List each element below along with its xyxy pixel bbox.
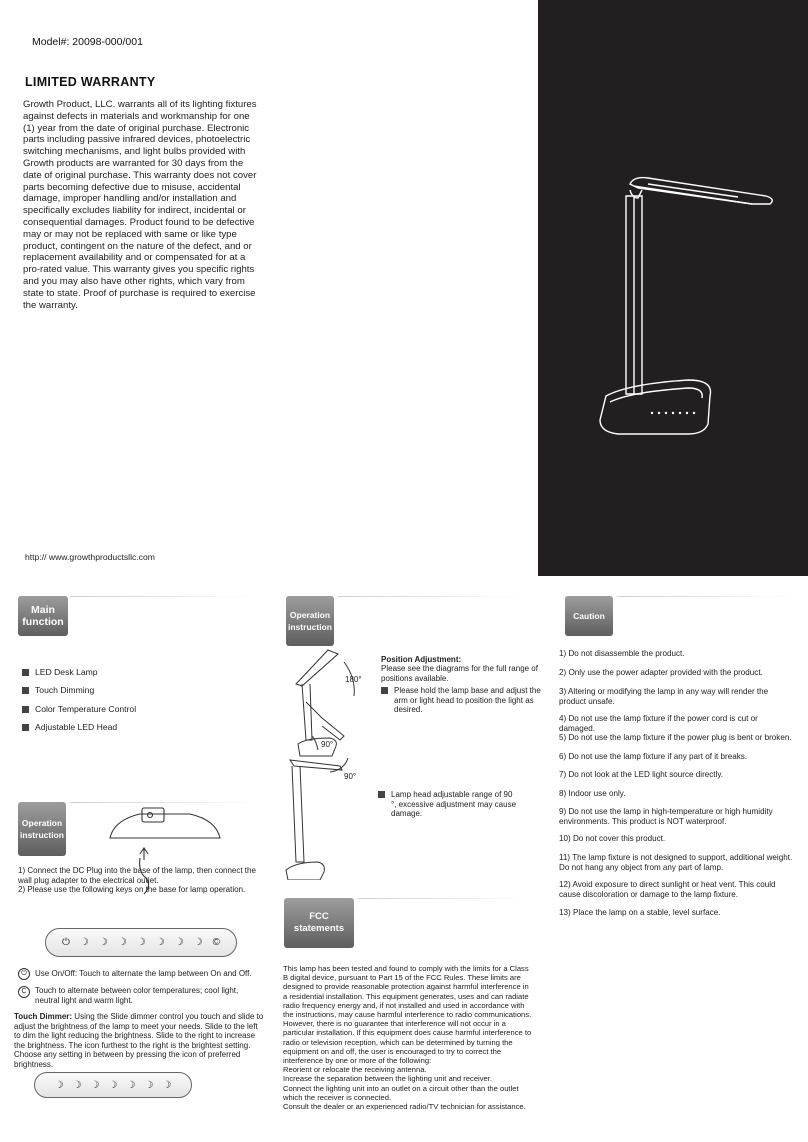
onoff-instruction (18, 968, 268, 980)
dimmer-icon[interactable]: ☽ (79, 937, 89, 948)
connection-steps: 1) Connect the DC Plug into the base of the lamp, then connect the wall plug adapter to the electrical outlet. 2) Please use the following keys on the base for lamp operation. (18, 866, 256, 895)
angle-label: 180° (345, 675, 362, 684)
feature-label: Color Temperature Control (35, 704, 137, 714)
main-function-header: Main function (18, 596, 68, 636)
lamp-position-diagrams (282, 640, 382, 880)
dimmer-icon[interactable]: ☽ (98, 937, 108, 948)
dimmer-slider[interactable] (34, 1072, 192, 1098)
section-divider (358, 898, 528, 899)
dimmer-icon[interactable]: ☽ (162, 1079, 172, 1091)
color-temp-text: Touch to alternate between color temperatures; cool light, neutral light and warm light. (35, 986, 239, 1005)
dimmer-icon[interactable]: ☽ (108, 1079, 118, 1091)
base-dot (665, 412, 667, 414)
bullet-square-icon (381, 687, 388, 694)
color-temp-icon: C (18, 986, 30, 998)
caution-header: Caution (565, 596, 613, 636)
dimmer-label: Touch Dimmer: (14, 1012, 73, 1021)
fcc-text: This lamp has been tested and found to comply with the limits for a Class B digital device, pursuant to Part 15 of the FCC Rules. These limits are designed to provide reasonable protection against harmful interference in a residential installation. This equipment generates, uses and can radiate radio frequency energy and, if not installed and used in accordance with the instructions, may cause harmful interference to radio communications. However, there is no guarantee that interference will not occur in a particular installation. If this equipment does cause harmful interference to radio or television reception, which can be determined by turning the equipment on and off, the user is encouraged to try to correct the interference by one or more of the following: Reorient or relocate the receiving antenna. Increase the separation between the lighting unit and receiver. Connect the lighting unit into an outlet on a circuit other than the outlet which the receiver is connected. Consult the dealer or an experienced radio/TV technician for assistance. (283, 964, 532, 1112)
base-touch-keys (45, 928, 237, 957)
fcc-header: FCC statements (284, 898, 354, 948)
dimmer-icon[interactable]: ☽ (117, 937, 127, 948)
dimmer-icon[interactable]: ☽ (90, 1079, 100, 1091)
section-divider (617, 596, 797, 597)
position-title: Position Adjustment: (381, 655, 462, 664)
feature-label: Touch Dimming (35, 685, 95, 695)
caution-item: 3) Altering or modifying the lamp in any way will render the product unsafe. (559, 687, 769, 706)
base-dot (686, 412, 688, 414)
bullet-square-icon (22, 724, 29, 731)
base-dot (672, 412, 674, 414)
base-dot (679, 412, 681, 414)
dimmer-icon[interactable]: ☽ (126, 1079, 136, 1091)
dimmer-icon[interactable]: ☽ (155, 937, 165, 948)
bullet-square-icon (378, 791, 385, 798)
section-divider (70, 596, 260, 597)
bullet-square-icon (22, 706, 29, 713)
head-range-bullet (378, 790, 518, 819)
onoff-text: Use On/Off: Touch to alternate the lamp between On and Off. (35, 969, 252, 979)
caution-item: 11) The lamp fixture is not designed to support, additional weight. Do not hang any object from any part of lamp. (559, 853, 793, 872)
feature-item (22, 704, 136, 714)
angle-label: 90° (321, 740, 334, 749)
dimmer-icon[interactable]: ☽ (174, 937, 184, 948)
caution-item: 5) Do not use the lamp fixture if the power plug is bent or broken. (559, 733, 792, 742)
website-link[interactable]: http:// www.growthproductsllc.com (25, 552, 155, 562)
caution-item: 12) Avoid exposure to direct sunlight or heat vent. This could cause discoloration or damage to the lamp fixture. (559, 880, 776, 899)
position-bullet-text: Please hold the lamp base and adjust the arm or light head to position the light as desired. (394, 686, 541, 715)
color-temp-icon[interactable]: © (212, 937, 221, 948)
product-panel (538, 0, 808, 576)
power-icon[interactable]: ⏻ (61, 937, 70, 948)
color-temp-instruction (18, 986, 268, 1005)
base-dot (651, 412, 653, 414)
position-bullet (381, 686, 541, 715)
base-dot (693, 412, 695, 414)
dimmer-icon[interactable]: ☽ (72, 1079, 82, 1091)
caution-item: 8) Indoor use only. (559, 789, 626, 798)
caution-item: 6) Do not use the lamp fixture if any part of it breaks. (559, 752, 748, 761)
position-text: Please see the diagrams for the full range of positions available. (381, 664, 538, 683)
model-number: Model#: 20098-000/001 (32, 36, 143, 48)
bullet-square-icon (22, 669, 29, 676)
dimmer-instruction (14, 1012, 264, 1070)
warranty-title: LIMITED WARRANTY (25, 75, 156, 89)
caution-item: 10) Do not cover this product. (559, 834, 666, 843)
operation-header-middle: Operation instruction (286, 596, 334, 646)
desk-lamp-illustration (538, 0, 808, 576)
feature-label: LED Desk Lamp (35, 667, 98, 677)
head-range-text: Lamp head adjustable range of 90 °, excessive adjustment may cause damage. (391, 790, 517, 819)
caution-item: 13) Place the lamp on a stable, level surface. (559, 908, 721, 917)
dimmer-text: Using the Slide dimmer control you touch and slide to adjust the brightness of the lamp to meet your needs. Slide to the left to dim the light reducing the brightness. Slide to the right to increase the brightness. The icon furthest to the right is the brightest setting. Choose any setting in between by pressing the icon of preferred brightness. (14, 1012, 264, 1069)
dimmer-icon[interactable]: ☽ (54, 1079, 64, 1091)
caution-item: 2) Only use the power adapter provided with the product. (559, 668, 763, 677)
caution-item: 7) Do not look at the LED light source directly. (559, 770, 724, 779)
dimmer-icon[interactable]: ☽ (144, 1079, 154, 1091)
section-divider (338, 596, 528, 597)
angle-label: 90° (344, 772, 357, 781)
feature-item (22, 685, 94, 695)
operation-header-left: Operation instruction (18, 802, 66, 856)
feature-label: Adjustable LED Head (35, 722, 118, 732)
dimmer-icon[interactable]: ☽ (136, 937, 146, 948)
caution-item: 4) Do not use the lamp fixture if the power cord is cut or damaged. (559, 714, 758, 733)
bullet-square-icon (22, 687, 29, 694)
feature-item (22, 667, 98, 677)
base-dot (658, 412, 660, 414)
power-icon: ⏻ (18, 968, 30, 980)
feature-item (22, 722, 117, 732)
caution-item: 9) Do not use the lamp in high-temperature or high humidity environments. This product is NOT waterproof. (559, 807, 773, 826)
dimmer-icon[interactable]: ☽ (193, 937, 203, 948)
warranty-body: Growth Product, LLC. warrants all of its lighting fixtures against defects in materials and workmanship for one (1) year from the date of original purchase. Electronic parts including passive infrared devices, photoelectric switching mechanisms, and light bulbs provided with Growth products are warranted for 30 days from the date of original purchase. This warranty does not cover parts becoming defective due to misuse, accidental damage, improper handling and/or installation and specifically excludes liability for indirect, incidental or consequential damages. Product found to be defective may or may not be replaced with same or like type product, contingent on the nature of the defect, and or replacement availability and or compensated for at a pro-rated value. This warranty gives you specific rights and you may also have other rights, which vary from state to state. Proof of purchase is required to exercise the warranty. (23, 99, 257, 311)
caution-item: 1) Do not disassemble the product. (559, 649, 685, 658)
